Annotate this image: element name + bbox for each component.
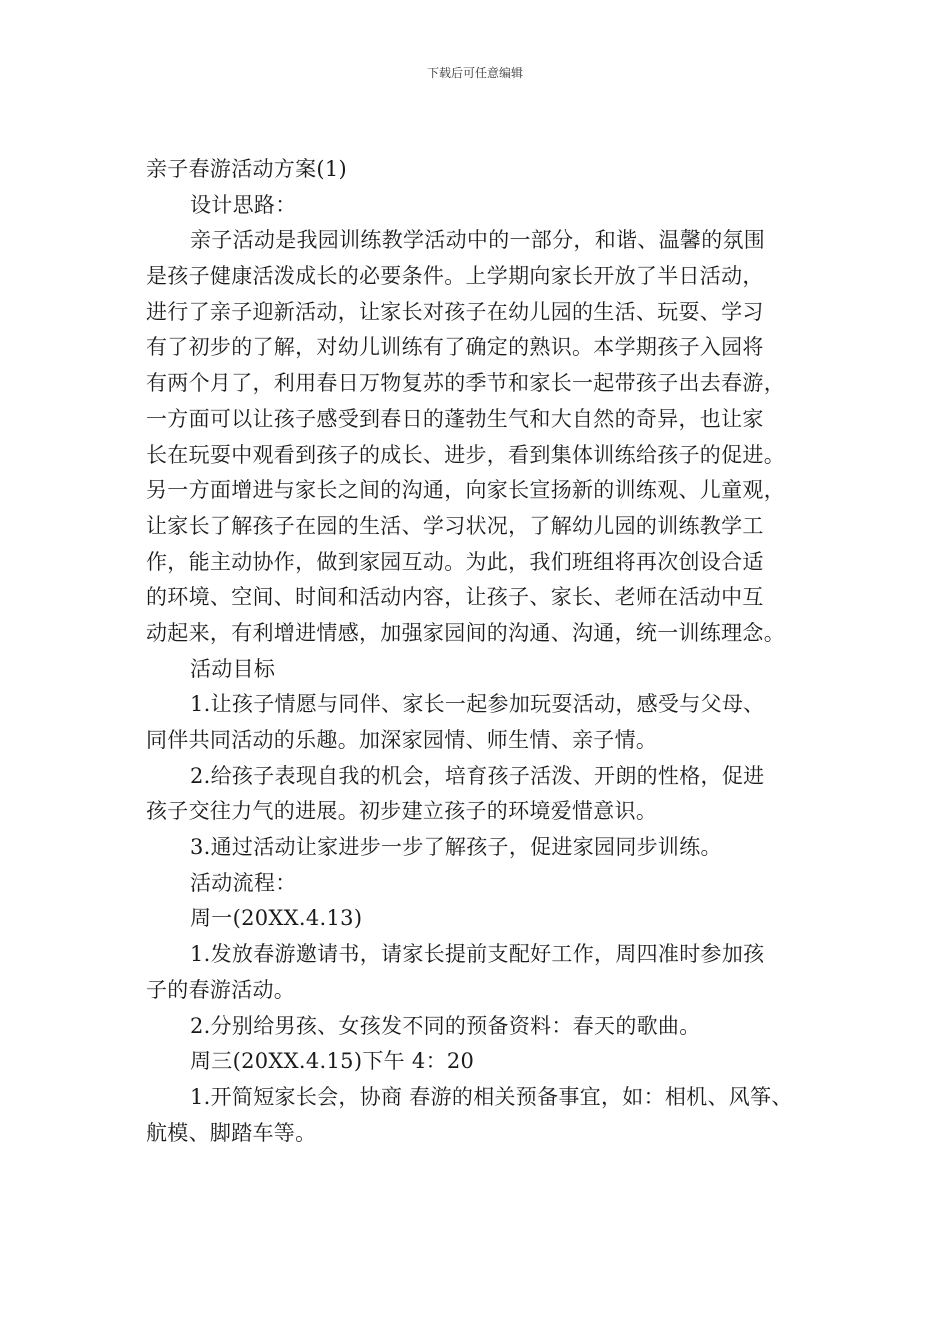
wednesday-heading: 周三(20XX.4.15)下午 4：20 xyxy=(190,1049,475,1074)
paragraph-line: 1.让孩子情愿与同伴、家长一起参加玩耍活动，感受与父母、 xyxy=(190,692,765,717)
paragraph-line: 让家长了解孩子在园的生活、学习状况，了解幼儿园的训练教学工 xyxy=(146,513,764,538)
paragraph-line: 是孩子健康活泼成长的必要条件。上学期向家长开放了半日活动， xyxy=(146,264,764,289)
section-heading-goals: 活动目标 xyxy=(190,656,276,681)
paragraph-line: 进行了亲子迎新活动，让家长对孩子在幼儿园的生活、玩耍、学习 xyxy=(146,299,764,324)
paragraph-line: 另一方面增进与家长之间的沟通，向家长宣扬新的训练观、儿童观， xyxy=(146,478,785,503)
paragraph-line: 一方面可以让孩子感受到春日的蓬勃生气和大自然的奇异，也让家 xyxy=(146,406,764,431)
paragraph-line: 同伴共同活动的乐趣。加深家园情、师生情、亲子情。 xyxy=(146,728,658,752)
paragraph-line: 动起来，有利增进情感，加强家园间的沟通、沟通，统一训练理念。 xyxy=(146,620,785,645)
document-body xyxy=(146,152,826,1151)
paragraph-line: 孩子交往力气的进展。初步建立孩子的环境爱惜意识。 xyxy=(146,799,658,824)
goal-item-3: 3.通过活动让家进步一步了解孩子，促进家园同步训练。 xyxy=(190,835,722,860)
paragraph-line: 作，能主动协作，做到家园互动。为此，我们班组将再次创设合适 xyxy=(146,549,764,574)
paragraph-line: 1.发放春游邀请书，请家长提前支配好工作，周四准时参加孩 xyxy=(190,942,765,967)
paragraph-line: 有两个月了，利用春日万物复苏的季节和家长一起带孩子出去春游， xyxy=(146,371,785,396)
paragraph-line: 有了初步的了解，对幼儿训练有了确定的熟识。本学期孩子入园将 xyxy=(146,335,764,360)
monday-item-1 xyxy=(146,937,826,1008)
paragraph-line: 长在玩耍中观看到孩子的成长、进步，看到集体训练给孩子的促进。 xyxy=(146,442,785,467)
goal-item-1 xyxy=(146,687,826,758)
paragraph-line: 航模、脚踏车等。 xyxy=(146,1120,317,1145)
paragraph-line: 亲子活动是我园训练教学活动中的一部分，和谐、温馨的氛围 xyxy=(190,228,766,253)
paragraph-line: 子的春游活动。 xyxy=(146,977,296,1002)
design-paragraph xyxy=(146,223,826,651)
header-note: 下载后可任意编辑 xyxy=(426,66,523,80)
paragraph-line: 1.开简短家长会，协商 春游的相关预备事宜，如：相机、风筝、 xyxy=(190,1084,793,1109)
document-title: 亲子春游活动方案(1) xyxy=(146,157,348,181)
wednesday-item-1 xyxy=(146,1080,826,1151)
paragraph-line: 的环境、空间、时间和活动内容，让孩子、家长、老师在活动中互 xyxy=(146,585,764,610)
paragraph-line: 2.给孩子表现自我的机会，培育孩子活泼、开朗的性格，促进 xyxy=(190,763,765,788)
monday-item-2: 2.分别给男孩、女孩发不同的预备资料：春天的歌曲。 xyxy=(190,1013,701,1038)
monday-heading: 周一(20XX.4.13) xyxy=(190,906,363,931)
section-heading-flow: 活动流程： xyxy=(190,870,297,895)
section-heading-design: 设计思路： xyxy=(190,192,297,217)
goal-item-2 xyxy=(146,759,826,830)
